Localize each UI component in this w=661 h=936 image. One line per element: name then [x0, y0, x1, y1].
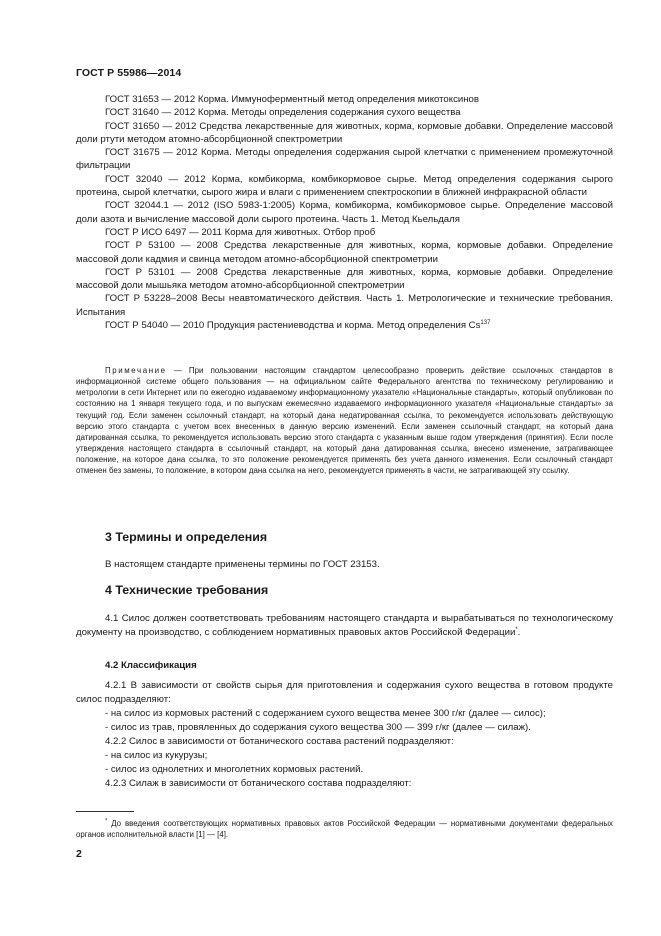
paragraph: 4.2.3 Силаж в зависимости от ботанического состава подразделяют: — [105, 778, 412, 789]
reference-item: ГОСТ Р 53101 — 2008 Средства лекарственные для животных, корма, кормовые добавки. Определение массовой доли мышьяка методом атомно-абсорбционной спектрометрии — [76, 266, 613, 292]
reference-item: ГОСТ 31650 — 2012 Средства лекарственные для животных, корма, кормовые добавки. Определение массовой доли ртути методом атомно-абсорбционной спектрометрии — [76, 120, 613, 145]
document-header: ГОСТ Р 55986—2014 — [76, 67, 182, 79]
reference-item-last — [76, 319, 613, 332]
reference-item: ГОСТ 32040 — 2012 Корма, комбикорма, комбикормовое сырье. Метод определения содержания сырого протеина, сырой клетчатки, сырого жира и влаги с применением спектроскопии в ближней инфракрасной области — [76, 173, 613, 199]
paragraph-4-1-text: 4.1 Силос должен соответствовать требованиям настоящего стандарта и вырабатываться по технологическому документу на производство, с соблюдением нормативных правовых актов Российской Федерации — [76, 613, 613, 638]
section-4-2-body — [76, 679, 613, 791]
subsection-4-2-title: 4.2 Классификация — [105, 660, 197, 671]
reference-item: ГОСТ 31653 — 2012 Корма. Иммуноферментный метод определения микотоксинов — [105, 94, 479, 105]
section-4-1 — [76, 612, 613, 640]
paragraph: - на силос из кормовых растений с содержанием сухого вещества менее 300 г/кг (далее — силос); — [105, 708, 546, 719]
paragraph: - силос из трав, провяленных до содержания сухого вещества 300 — 399 г/кг (далее — силаж). — [105, 722, 531, 733]
paragraph: 4.2.2 Силос в зависимости от ботанического состава растений подразделяют: — [105, 736, 454, 747]
note-lead: Примечание — [105, 366, 167, 375]
footnote — [76, 818, 613, 840]
page-number: 2 — [76, 848, 82, 860]
paragraph: 4.2.1 В зависимости от свойств сырья для приготовления и содержания сухого вещества в готовом продукте силос подразделяют: — [76, 680, 613, 705]
paragraph-4-1-end: . — [517, 627, 521, 638]
footnote-text: До введения соответствующих нормативных правовых актов Российской Федерации — нормативными документами федеральных органов исполнительной власти [1] — [4]. — [76, 819, 613, 839]
footnote-mark: * — [515, 626, 518, 633]
reference-text: ГОСТ Р 54040 — 2010 Продукция растениеводства и корма. Метод определения Cs — [105, 320, 481, 332]
section-3-text: В настоящем стандарте применены термины по ГОСТ 23153. — [105, 559, 380, 570]
reference-item: ГОСТ Р 53100 — 2008 Средства лекарственные для животных, корма, кормовые добавки. Определение массовой доли кадмия и свинца методом атомно-абсорбционной спектрометрии — [76, 240, 613, 265]
paragraph-4-1 — [76, 612, 613, 640]
reference-item: ГОСТ 32044.1 — 2012 (ISO 5983-1:2005) Корма, комбикорма, комбикормовое сырье. Определение массовой доли азота и вычисление массовой доли сырого протеина. Часть 1. Метод Кьельдаля — [76, 200, 613, 225]
paragraph: - силос из однолетних и многолетних кормовых растений. — [105, 764, 364, 775]
paragraph: - на силос из кукурузы; — [105, 750, 208, 761]
reference-item: ГОСТ 31675 — 2012 Корма. Методы определения содержания сырой клетчатки с применением промежуточной фильтрации — [76, 147, 613, 172]
footnote-mark: * — [105, 818, 108, 825]
normative-references — [76, 93, 613, 332]
reference-superscript: 137 — [480, 319, 491, 326]
section-3-body — [76, 558, 613, 572]
reference-item: ГОСТ Р 53228–2008 Весы неавтоматического действия. Часть 1. Метрологические и технические требования. Испытания — [76, 293, 613, 318]
section-3-title: 3 Термины и определения — [105, 530, 268, 544]
reference-item: ГОСТ 31640 — 2012 Корма. Методы определения содержания сухого вещества — [105, 107, 461, 119]
reference-item: ГОСТ Р ИСО 6497 — 2011 Корма для животных. Отбор проб — [105, 226, 376, 238]
footnote-divider — [76, 811, 134, 812]
section-4-title: 4 Технические требования — [105, 583, 269, 597]
note-text: — При пользовании настоящим стандартом целесообразно проверить действие ссылочных стандартов в информационной системе общего пользования — на официальном сайте Федерального агентства по техническому регулированию и метрологии в сети Интернет или по ежегодно издаваемому информационному указателю «Национальные стандарты», который опубликован по состоянию на 1 января текущего года, и по выпускам ежемесячно издаваемого информационного указателя «Национальные стандарты» за текущий год. Если заменен ссылочный стандарт, на который дана недатированная ссылка, то рекомендуется использовать действующую версию этого стандарта с учетом всех внесенных в данную версию изменений. Если заменен ссылочный стандарт, на который дана датированная ссылка, то рекомендуется использовать версию этого стандарта с указанным выше годом утверждения (принятия). Если после утверждения настоящего стандарта в ссылочный стандарт, на который дана датированная ссылка, внесено изменение, затрагивающее положение, на которое дана ссылка, то это положение рекомендуется применять без учета данного изменения. Если ссылочный стандарт отменен без замены, то положение, в котором дана ссылка на него, рекомендуется применять в части, не затрагивающей эту ссылку. — [76, 366, 613, 476]
references-note — [76, 365, 613, 477]
